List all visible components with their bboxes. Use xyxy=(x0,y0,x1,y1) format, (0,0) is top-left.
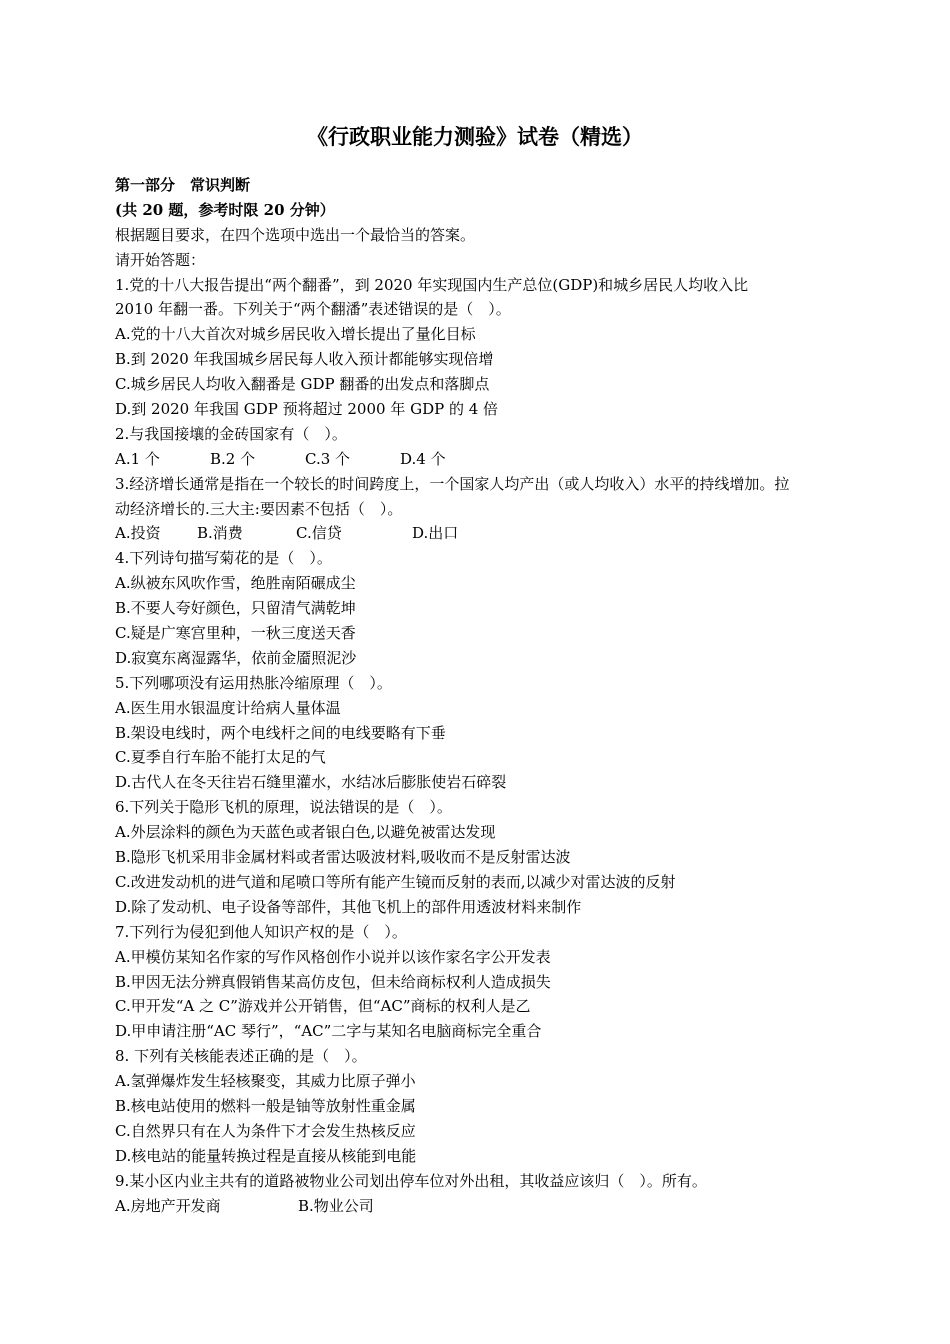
question-2-option-c: C.3 个 xyxy=(305,449,351,468)
question-5-option-d: D.古代人在冬天往岩石缝里灌水，水结冰后膨胀使岩石碎裂 xyxy=(115,773,507,792)
question-8-stem: 8. 下列有关核能表述正确的是（ ）。 xyxy=(115,1047,367,1066)
question-6-stem: 6.下列关于隐形飞机的原理，说法错误的是（ ）。 xyxy=(115,798,452,817)
question-3-option-c: C.信贷 xyxy=(296,524,342,543)
question-7-stem: 7.下列行为侵犯到他人知识产权的是（ ）。 xyxy=(115,922,407,941)
question-8-option-a: A.氢弹爆炸发生轻核聚变，其威力比原子弹小 xyxy=(115,1072,416,1091)
question-1-stem-line2: 2010 年翻一番。下列关于“两个翻潘”表述错误的是（ ）。 xyxy=(115,300,511,319)
exam-content xyxy=(115,173,845,1218)
question-7-option-c: C.甲开发“A 之 C”游戏并公开销售，但“AC”商标的权利人是乙 xyxy=(115,997,531,1016)
question-6-option-c: C.改进发动机的进气道和尾喷口等所有能产生镜而反射的表而,以减少对雷达波的反射 xyxy=(115,872,676,891)
section-subheading: (共 20 题，参考时限 20 分钟） xyxy=(115,200,335,219)
question-3-option-d: D.出口 xyxy=(412,524,459,543)
question-7-option-b: B.甲因无法分辨真假销售某高仿皮包，但未给商标权利人造成损失 xyxy=(115,972,551,991)
question-1-stem-line1: 1.党的十八大报告提出“两个翻番”，到 2020 年实现国内生产总位(GDP)和城乡居民人均收入比 xyxy=(115,275,749,294)
question-8-option-b: B.核电站使用的燃料一般是铀等放射性重金属 xyxy=(115,1096,416,1115)
question-3-options xyxy=(115,521,845,546)
question-1-option-b: B.到 2020 年我国城乡居民每人收入预计都能够实现倍增 xyxy=(115,350,494,369)
question-9-stem: 9.某小区内业主共有的道路被物业公司划出停车位对外出租，其收益应该归（ ）。所有。 xyxy=(115,1171,707,1190)
question-5-option-a: A.医生用水银温度计给病人量体温 xyxy=(115,698,341,717)
question-4-option-c: C.疑是广寒宫里种，一秋三度送天香 xyxy=(115,624,356,643)
question-1-option-d: D.到 2020 年我国 GDP 预将超过 2000 年 GDP 的 4 倍 xyxy=(115,400,499,419)
question-2-stem: 2.与我国接壤的金砖国家有（ ）。 xyxy=(115,424,347,443)
page-title: 《行政职业能力测验》试卷（精选） xyxy=(307,124,643,149)
question-1-option-a: A.党的十八大首次对城乡居民收入增长提出了量化目标 xyxy=(115,325,476,344)
question-4-option-b: B.不要人夸好颜色，只留清气满乾坤 xyxy=(115,599,356,618)
question-6-option-a: A.外层涂料的颜色为天蓝色或者银白色,以避免被雷达发现 xyxy=(115,823,496,842)
question-2-option-d: D.4 个 xyxy=(400,449,446,468)
start-prompt: 请开始答题： xyxy=(115,250,206,269)
question-7-option-d: D.甲申请注册“AC 琴行”，“AC”二字与某知名电脑商标完全重合 xyxy=(115,1022,542,1041)
question-6-option-b: B.隐形飞机采用非金属材料或者雷达吸波材料,吸收而不是反射雷达波 xyxy=(115,848,571,867)
question-5-stem: 5.下列哪项没有运用热胀冷缩原理（ ）。 xyxy=(115,673,392,692)
question-5-option-c: C.夏季自行车胎不能打太足的气 xyxy=(115,748,326,767)
question-4-option-a: A.纵被东风吹作雪，绝胜南陌碾成尘 xyxy=(115,574,356,593)
question-1-option-c: C.城乡居民人均收入翻番是 GDP 翻番的出发点和落脚点 xyxy=(115,375,490,394)
question-5-option-b: B.架设电线时，两个电线杆之间的电线要略有下垂 xyxy=(115,723,446,742)
question-6-option-d: D.除了发动机、电子设备等部件，其他飞机上的部件用透波材料来制作 xyxy=(115,897,582,916)
question-2-option-b: B.2 个 xyxy=(210,449,256,468)
question-8-option-d: D.核电站的能量转换过程是直接从核能到电能 xyxy=(115,1146,417,1165)
question-9-option-a: A.房地产开发商 xyxy=(115,1196,221,1215)
question-7-option-a: A.甲模仿某知名作家的写作风格创作小说并以该作家名字公开发表 xyxy=(115,947,551,966)
question-2-options xyxy=(115,447,845,472)
instruction-text: 根据题目要求，在四个选项中选出一个最恰当的答案。 xyxy=(115,225,476,244)
question-4-stem: 4.下列诗句描写菊花的是（ ）。 xyxy=(115,549,332,568)
question-3-stem-line1: 3.经济增长通常是指在一个较长的时间跨度上，一个国家人均产出（或人均收入）水平的持线增加。拉 xyxy=(115,474,790,493)
question-3-option-a: A.投资 xyxy=(115,524,161,543)
question-2-option-a: A.1 个 xyxy=(115,449,160,468)
section-heading: 第一部分 常识判断 xyxy=(115,176,251,194)
question-3-stem-line2: 动经济增长的.三大主:要因素不包括（ ）。 xyxy=(115,499,403,518)
question-3-option-b: B.消费 xyxy=(197,524,243,543)
question-9-options xyxy=(115,1194,845,1219)
question-4-option-d: D.寂寞东离湿露华，依前金靥照泥沙 xyxy=(115,648,357,667)
question-8-option-c: C.自然界只有在人为条件下才会发生热核反应 xyxy=(115,1121,416,1140)
question-9-option-b: B.物业公司 xyxy=(298,1196,374,1215)
